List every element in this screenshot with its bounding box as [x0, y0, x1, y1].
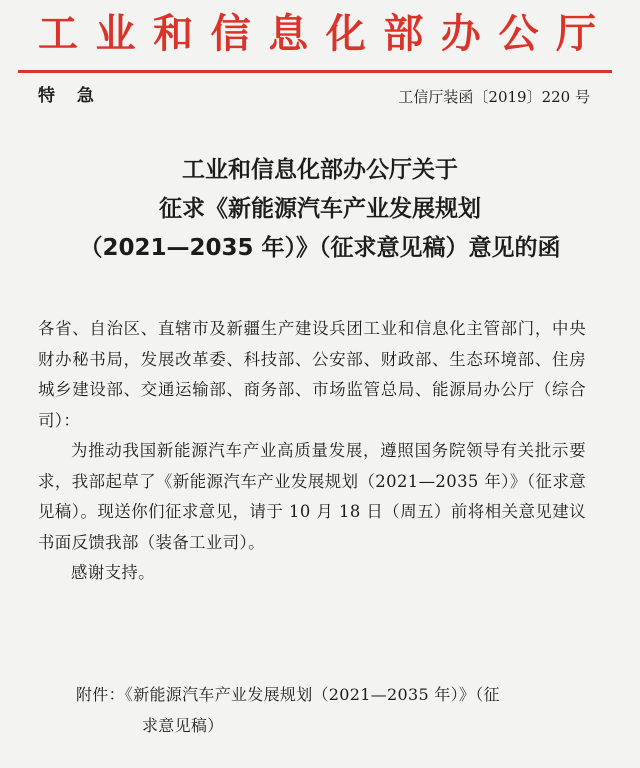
title-line-2: 征求《新能源汽车产业发展规划	[159, 196, 481, 222]
document-title	[0, 151, 640, 268]
letter-body	[38, 314, 586, 589]
header-red-rule	[18, 70, 612, 73]
agency-header: 工业和信息化部办公厅	[38, 10, 598, 57]
urgency-label: 特 急	[38, 86, 102, 106]
attachment-note	[76, 680, 582, 741]
thanks-line: 感谢支持。	[71, 563, 155, 582]
attachment-line-1: 附件：《新能源汽车产业发展规划（2021—2035 年）》（征	[76, 685, 500, 704]
title-line-3: （2021—2035 年）》（征求意见稿）意见的函	[79, 235, 561, 261]
recipients-paragraph: 各省、自治区、直辖市及新疆生产建设兵团工业和信息化主管部门，中央财办秘书局，发展改革委、科技部、公安部、财政部、生态环境部、住房城乡建设部、交通运输部、商务部、市场监管总局、能源局办公厅（综合司）：	[38, 319, 586, 430]
main-paragraph: 为推动我国新能源汽车产业高质量发展，遵照国务院领导有关批示要求，我部起草了《新能源汽车产业发展规划（2021—2035 年）》（征求意见稿）。现送你们征求意见，请于 10 月 18 日（周五）前将相关意见建议书面反馈我部（装备工业司）。	[38, 441, 586, 552]
attachment-line-2: 求意见稿）	[142, 715, 224, 735]
title-line-1: 工业和信息化部办公厅关于	[182, 157, 458, 183]
document-number: 工信厅装函〔2019〕220 号	[398, 88, 590, 106]
